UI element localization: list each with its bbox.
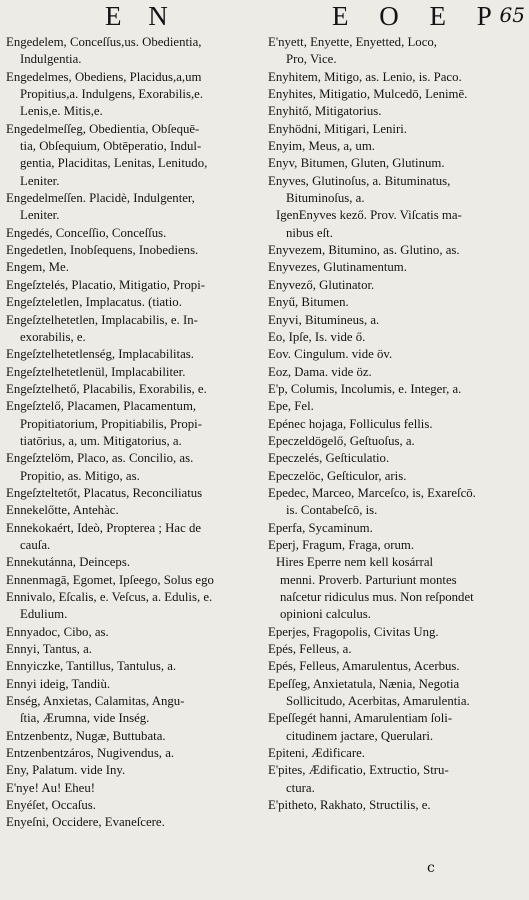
dictionary-line: gentia, Placiditas, Lenitas, Lenitudo, bbox=[20, 156, 208, 171]
dictionary-line: Eov. Cingulum. vide öv. bbox=[268, 347, 393, 362]
dictionary-line: Indulgentia. bbox=[20, 52, 82, 67]
dictionary-line: Engem, Me. bbox=[6, 260, 69, 275]
dictionary-line: Lenis,e. Mitis,e. bbox=[20, 104, 103, 119]
dictionary-line: Engeſztelöm, Placo, as. Concilio, as. bbox=[6, 451, 194, 466]
dictionary-line: Enyim, Meus, a, um. bbox=[268, 139, 375, 154]
dictionary-line: Eperj, Fragum, Fraga, orum. bbox=[268, 537, 415, 552]
dictionary-line: Leniter. bbox=[20, 173, 60, 188]
dictionary-line: cauſa. bbox=[20, 537, 51, 552]
dictionary-line: Enyvezem, Bitumino, as. Glutino, as. bbox=[268, 243, 460, 258]
dictionary-line: Propitio, as. Mitigo, as. bbox=[20, 468, 140, 483]
dictionary-line: Engeſztelhetetlenül, Implacabiliter. bbox=[6, 364, 186, 379]
dictionary-line: Ennyi, Tantus, a. bbox=[6, 642, 92, 657]
dictionary-line: Epeſſeg, Anxietatula, Nænia, Negotia bbox=[268, 676, 460, 691]
dictionary-line: Enyhödni, Mitigari, Leniri. bbox=[268, 121, 407, 136]
dictionary-line: Engeſztelés, Placatio, Mitigatio, Propi- bbox=[6, 277, 206, 292]
dictionary-line: E'p, Columis, Incolumis, e. Integer, a. bbox=[268, 381, 462, 396]
dictionary-line: Engedetlen, Inobſequens, Inobediens. bbox=[6, 243, 199, 258]
dictionary-line: Ennyadoc, Cibo, as. bbox=[6, 624, 109, 639]
dictionary-line: Enyhites, Mitigatio, Mulcedō, Lenimē. bbox=[268, 87, 468, 102]
dictionary-line: Enyvezes, Glutinamentum. bbox=[268, 260, 407, 275]
dictionary-line: E'nyett, Enyette, Enyetted, Loco, bbox=[268, 35, 437, 49]
dictionary-line: Enyves, Glutinoſus, a. Bituminatus, bbox=[268, 173, 451, 188]
dictionary-line: Engeſztelhetetlen, Implacabilis, e. In- bbox=[6, 312, 198, 327]
catchword: c bbox=[427, 860, 435, 876]
dictionary-line: Eperfa, Sycaminum. bbox=[268, 520, 373, 535]
dictionary-line: naſcetur ridiculus mus. Non reſpondet bbox=[280, 590, 474, 604]
dictionary-line: Propitiatorium, Propitiabilis, Propi- bbox=[20, 416, 202, 431]
dictionary-line: IgenEnyves kező. Prov. Viſcatis ma- bbox=[276, 208, 462, 223]
dictionary-line: Epénec hojaga, Folliculus fellis. bbox=[268, 416, 433, 431]
dictionary-line: E'nye! Au! Eheu! bbox=[6, 780, 96, 795]
dictionary-line: Enyvező, Glutinator. bbox=[268, 277, 375, 292]
dictionary-line: Ennekokaért, Ideò, Propterea ; Hac de bbox=[6, 520, 202, 535]
dictionary-line: Ennenmagā, Egomet, Ipſeego, Solus ego bbox=[6, 572, 214, 587]
dictionary-line: tia, Obſequium, Obtēperatio, Indul- bbox=[20, 139, 202, 154]
dictionary-line: Hires Eperre nem kell kosárral bbox=[276, 555, 434, 570]
dictionary-line: Ennivalo, Eſcalis, e. Veſcus, a. Edulis, e. bbox=[6, 590, 213, 604]
dictionary-line: Engedelmeſſeg, Obedientia, Obſequē- bbox=[6, 121, 200, 136]
dictionary-line: Epeczeldögelő, Geſtuoſus, a. bbox=[268, 433, 415, 448]
dictionary-line: Sollicitudo, Acerbitas, Amarulentia. bbox=[286, 694, 470, 709]
dictionary-line: Enyéſet, Occaſus. bbox=[6, 798, 96, 813]
dictionary-line: Edulium. bbox=[20, 607, 68, 622]
dictionary-line: Eo, Ipſe, Is. vide ő. bbox=[268, 329, 366, 344]
right-column bbox=[268, 34, 523, 814]
dictionary-line: Enség, Anxietas, Calamitas, Angu- bbox=[6, 694, 185, 709]
dictionary-line: Engeſzteletlen, Implacatus. (tiatio. bbox=[6, 295, 182, 310]
dictionary-line: Ennyiczke, Tantillus, Tantulus, a. bbox=[6, 659, 177, 674]
dictionary-line: Ennekutánna, Deinceps. bbox=[6, 555, 131, 570]
dictionary-line: tiatōrius, a, um. Mitigatorius, a. bbox=[20, 433, 182, 448]
dictionary-line: Ennekelőtte, Antehàc. bbox=[6, 503, 119, 518]
dictionary-line: Epiteni, Ædificare. bbox=[268, 746, 366, 761]
dictionary-line: Enyvi, Bitumineus, a. bbox=[268, 312, 380, 327]
dictionary-line: Epeczelöc, Geſticulor, aris. bbox=[268, 468, 407, 483]
dictionary-line: ctura. bbox=[286, 780, 315, 795]
dictionary-line: Epedec, Marceo, Marceſco, is, Exareſcō. bbox=[268, 485, 476, 500]
dictionary-line: Epés, Felleus, a. bbox=[268, 642, 352, 657]
left-column bbox=[6, 34, 258, 832]
dictionary-line: Eny, Palatum. vide Iny. bbox=[6, 763, 126, 778]
dictionary-line: Epeſſegét hanni, Amarulentiam ſoli- bbox=[268, 711, 453, 726]
dictionary-line: Engedelmeſſen. Placidè, Indulgenter, bbox=[6, 191, 195, 206]
dictionary-line: Bituminoſus, a. bbox=[286, 191, 365, 206]
dictionary-line: citudinem jactare, Querulari. bbox=[286, 728, 434, 743]
dictionary-line: Entzenbentzáros, Nugivendus, a. bbox=[6, 746, 175, 761]
dictionary-line: E'pitheto, Rakhato, Structilis, e. bbox=[268, 798, 431, 813]
dictionary-line: menni. Proverb. Parturiunt montes bbox=[280, 572, 457, 587]
dictionary-line: Epés, Felleus, Amarulentus, Acerbus. bbox=[268, 659, 460, 674]
dictionary-line: ſtia, Ærumna, vide Inség. bbox=[20, 711, 150, 726]
dictionary-line: opinioni calculus. bbox=[280, 607, 371, 622]
dictionary-line: E'pites, Ædificatio, Extructio, Stru- bbox=[268, 763, 449, 778]
dictionary-line: Engeſztelhető, Placabilis, Exorabilis, e. bbox=[6, 381, 207, 396]
dictionary-line: Eoz, Dama. vide öz. bbox=[268, 364, 372, 379]
running-head-right: E O E P bbox=[332, 1, 504, 31]
dictionary-line: Enyű, Bitumen. bbox=[268, 295, 349, 310]
dictionary-line: Engeſzteltetőt, Placatus, Reconciliatus bbox=[6, 485, 203, 500]
dictionary-line: Engedelem, Conceſſus,us. Obedientia, bbox=[6, 35, 202, 49]
dictionary-line: Engeſztelhetetlenség, Implacabilitas. bbox=[6, 347, 194, 362]
dictionary-line: Eperjes, Fragopolis, Civitas Ung. bbox=[268, 624, 439, 639]
dictionary-line: Enyv, Bitumen, Gluten, Glutinum. bbox=[268, 156, 445, 171]
page-number: 65 bbox=[499, 3, 525, 27]
dictionary-line: Epeczelés, Geſticulatio. bbox=[268, 451, 390, 466]
dictionary-line: Leniter. bbox=[20, 208, 60, 223]
dictionary-line: nibus eſt. bbox=[286, 225, 333, 240]
dictionary-line: Engedelmes, Obediens, Placidus,a,um bbox=[6, 69, 202, 84]
dictionary-line: Enyeſni, Occidere, Evaneſcere. bbox=[6, 815, 165, 830]
dictionary-line: Entzenbentz, Nugæ, Buttubata. bbox=[6, 728, 166, 743]
dictionary-line: Propitius,a. Indulgens, Exorabilis,e. bbox=[20, 87, 204, 102]
dictionary-line: Enyhitem, Mitigo, as. Lenio, is. Paco. bbox=[268, 69, 462, 84]
dictionary-line: Engedés, Conceſſio, Conceſſus. bbox=[6, 225, 167, 240]
dictionary-line: Epe, Fel. bbox=[268, 399, 314, 414]
dictionary-line: Enyhitő, Mitigatorius. bbox=[268, 104, 382, 119]
dictionary-line: Pro, Vice. bbox=[286, 52, 337, 67]
dictionary-line: Ennyi ideig, Tandiù. bbox=[6, 676, 111, 691]
dictionary-line: exorabilis, e. bbox=[20, 329, 86, 344]
dictionary-line: is. Contabeſcō, is. bbox=[286, 503, 378, 518]
running-head-left: E N bbox=[105, 1, 178, 31]
dictionary-line: Engeſztelő, Placamen, Placamentum, bbox=[6, 399, 197, 414]
